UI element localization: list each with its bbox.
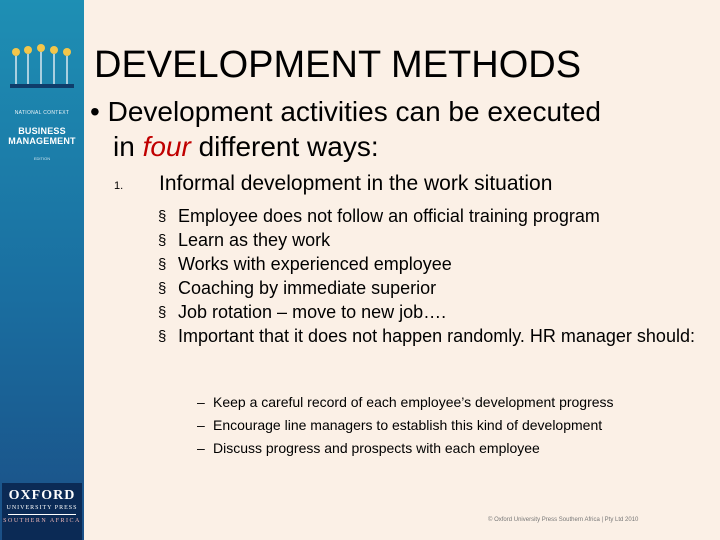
list-item: § Job rotation – move to new job….	[158, 299, 718, 323]
list-item: § Coaching by immediate superior	[158, 275, 718, 299]
list-item: § Important that it does not happen randomly. HR manager should:	[158, 323, 718, 347]
sub-item-list	[158, 203, 718, 347]
method-label: Informal development in the work situation	[159, 172, 553, 195]
section-bullet: §	[158, 280, 167, 297]
section-bullet: §	[158, 232, 167, 249]
sidebar-brand	[0, 126, 84, 146]
intro-bullet-mark: •	[90, 96, 100, 127]
section-bullet: §	[158, 256, 167, 273]
section-bullet: §	[158, 208, 167, 225]
section-bullet: §	[158, 304, 167, 321]
intro-emphasis: four	[142, 131, 191, 162]
sidebar-brand-line1: BUSINESS	[18, 126, 66, 136]
slide-title: DEVELOPMENT METHODS	[94, 44, 582, 86]
oxford-logo-region: SOUTHERN AFRICA	[3, 518, 81, 524]
sidebar	[0, 0, 84, 540]
oxford-logo	[2, 483, 82, 540]
dash-bullet: –	[197, 394, 205, 410]
method-number: 1.	[114, 180, 124, 192]
dash-bullet: –	[197, 440, 205, 456]
oxford-logo-name: OXFORD	[8, 488, 76, 503]
list-item: – Discuss progress and prospects with each employee	[197, 437, 614, 460]
sidebar-brand-line2: MANAGEMENT	[8, 136, 76, 146]
intro-line2-pre: in	[113, 131, 143, 162]
list-item: – Keep a careful record of each employee’s development progress	[197, 391, 614, 414]
sidebar-edition: EDITION	[33, 156, 51, 161]
oxford-logo-sub: UNIVERSITY PRESS	[6, 505, 78, 511]
list-item: § Learn as they work	[158, 227, 718, 251]
intro-line2-post: different ways:	[190, 131, 379, 162]
hr-task-list	[197, 391, 614, 460]
list-item: – Encourage line managers to establish this kind of development	[197, 414, 614, 437]
sidebar-caption: NATIONAL CONTEXT	[14, 110, 70, 116]
desk-lamps-icon	[8, 40, 76, 94]
intro-line1: Development activities can be executed	[107, 96, 601, 127]
dash-bullet: –	[197, 417, 205, 433]
copyright-footer: © Oxford University Press Southern Africa | Pty Ltd 2010	[488, 517, 639, 523]
list-item: § Works with experienced employee	[158, 251, 718, 275]
list-item: § Employee does not follow an official training program	[158, 203, 718, 227]
intro-bullet	[90, 94, 601, 164]
section-bullet: §	[158, 328, 167, 345]
